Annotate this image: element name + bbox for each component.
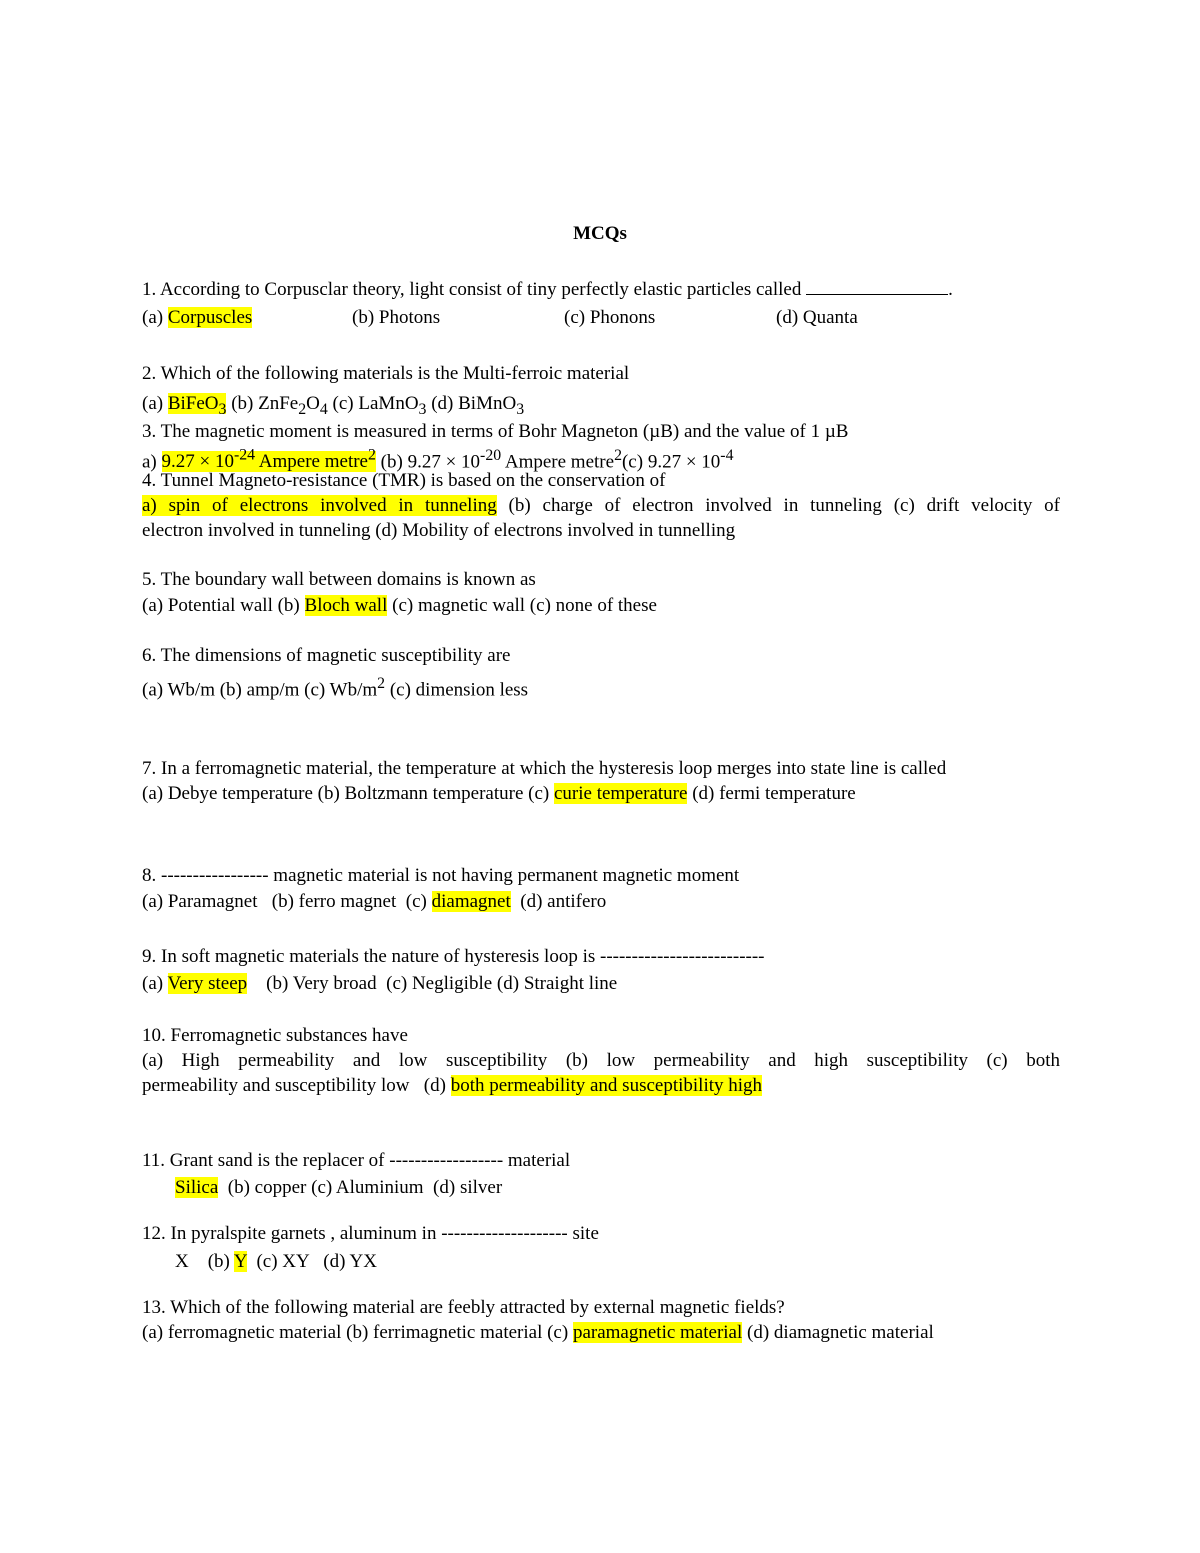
correct-answer: Corpuscles: [167, 307, 253, 328]
page-title: MCQs: [573, 223, 627, 244]
options-10-line1: (a) High permeability and low susceptibility (b) low permeability and high susceptibility (c) both: [142, 1050, 1060, 1071]
options-7: (a) Debye temperature (b) Boltzmann temperature (c) curie temperature (d) fermi temperature: [142, 783, 856, 804]
options-10-line2: permeability and susceptibility low (d) both permeability and susceptibility high: [142, 1075, 763, 1096]
options-8: (a) Paramagnet (b) ferro magnet (c) diamagnet (d) antifero: [142, 891, 607, 912]
question-6: 6. The dimensions of magnetic susceptibility are: [142, 645, 511, 666]
option-1c: (c) Phonons: [564, 307, 656, 328]
correct-answer: Silica: [175, 1177, 219, 1198]
options-2: (a) BiFeO$_3$ (b) $ZnFe_2O_4$ (c) LaMnO$_3$ (d) BiMnO$_3$: [142, 393, 525, 418]
options-3: a) $9.27 \times 10^{-24}$ Ampere metre$^2$ (b) $9.27 \times 10^{-20}$ Ampere metre$^2$(c) $9.27 \times 10^{-4}$: [142, 447, 734, 473]
question-2: 2. Which of the following materials is the Multi-ferroic material: [142, 363, 630, 384]
options-11: Silica (b) copper (c) Aluminium (d) silver: [175, 1177, 503, 1198]
option-1b: (b) Photons: [352, 307, 441, 328]
correct-answer: diamagnet: [431, 891, 511, 912]
options-6: (a) Wb/m (b) amp/m (c) $Wb/m^2$ (c) dimension less: [142, 675, 529, 701]
correct-answer: $9.27 \times 10^{-24}$ Ampere metre$^2$: [161, 447, 376, 473]
correct-answer: Bloch wall: [304, 595, 388, 616]
correct-answer: BiFeO$_3$: [167, 393, 227, 418]
options-4-line2: electron involved in tunneling (d) Mobility of electrons involved in tunnelling: [142, 520, 736, 541]
options-5: (a) Potential wall (b) Bloch wall (c) magnetic wall (c) none of these: [142, 595, 657, 616]
question-4: 4. Tunnel Magneto-resistance (TMR) is based on the conservation of: [142, 470, 666, 491]
question-1: 1. According to Corpusclar theory, light consist of tiny perfectly elastic particles called .: [142, 279, 953, 300]
question-11: 11. Grant sand is the replacer of ------------------ material: [142, 1150, 571, 1171]
question-12: 12. In pyralspite garnets , aluminum in -------------------- site: [142, 1223, 599, 1244]
correct-answer: paramagnetic material: [572, 1322, 743, 1343]
question-3: 3. The magnetic moment is measured in terms of Bohr Magneton (µB) and the value of 1 µB: [142, 421, 849, 442]
question-10: 10. Ferromagnetic substances have: [142, 1025, 408, 1046]
question-7: 7. In a ferromagnetic material, the temperature at which the hysteresis loop merges into state line is called: [142, 758, 947, 779]
question-8: 8. ----------------- magnetic material is not having permanent magnetic moment: [142, 865, 740, 886]
options-13: (a) ferromagnetic material (b) ferrimagnetic material (c) paramagnetic material (d) diamagnetic material: [142, 1322, 934, 1343]
options-1: (a) Corpuscles: [142, 307, 253, 328]
options-12: X (b) Y (c) XY (d) YX: [175, 1251, 377, 1272]
question-5: 5. The boundary wall between domains is known as: [142, 569, 536, 590]
correct-answer: both permeability and susceptibility high: [450, 1075, 763, 1096]
correct-answer: curie temperature: [554, 783, 688, 804]
answer-blank: [806, 278, 948, 295]
question-9: 9. In soft magnetic materials the nature of hysteresis loop is --------------------------: [142, 946, 765, 967]
option-1d: (d) Quanta: [776, 307, 858, 328]
correct-answer: a) spin of electrons involved in tunneling: [142, 495, 497, 516]
options-4-line1: a) spin of electrons involved in tunneling (b) charge of electron involved in tunneling (c) drift velocity of: [142, 495, 1060, 516]
correct-answer: Very steep: [167, 973, 248, 994]
question-13: 13. Which of the following material are feebly attracted by external magnetic fields?: [142, 1297, 785, 1318]
options-9: (a) Very steep (b) Very broad (c) Negligible (d) Straight line: [142, 973, 618, 994]
correct-answer: Y: [233, 1251, 247, 1272]
